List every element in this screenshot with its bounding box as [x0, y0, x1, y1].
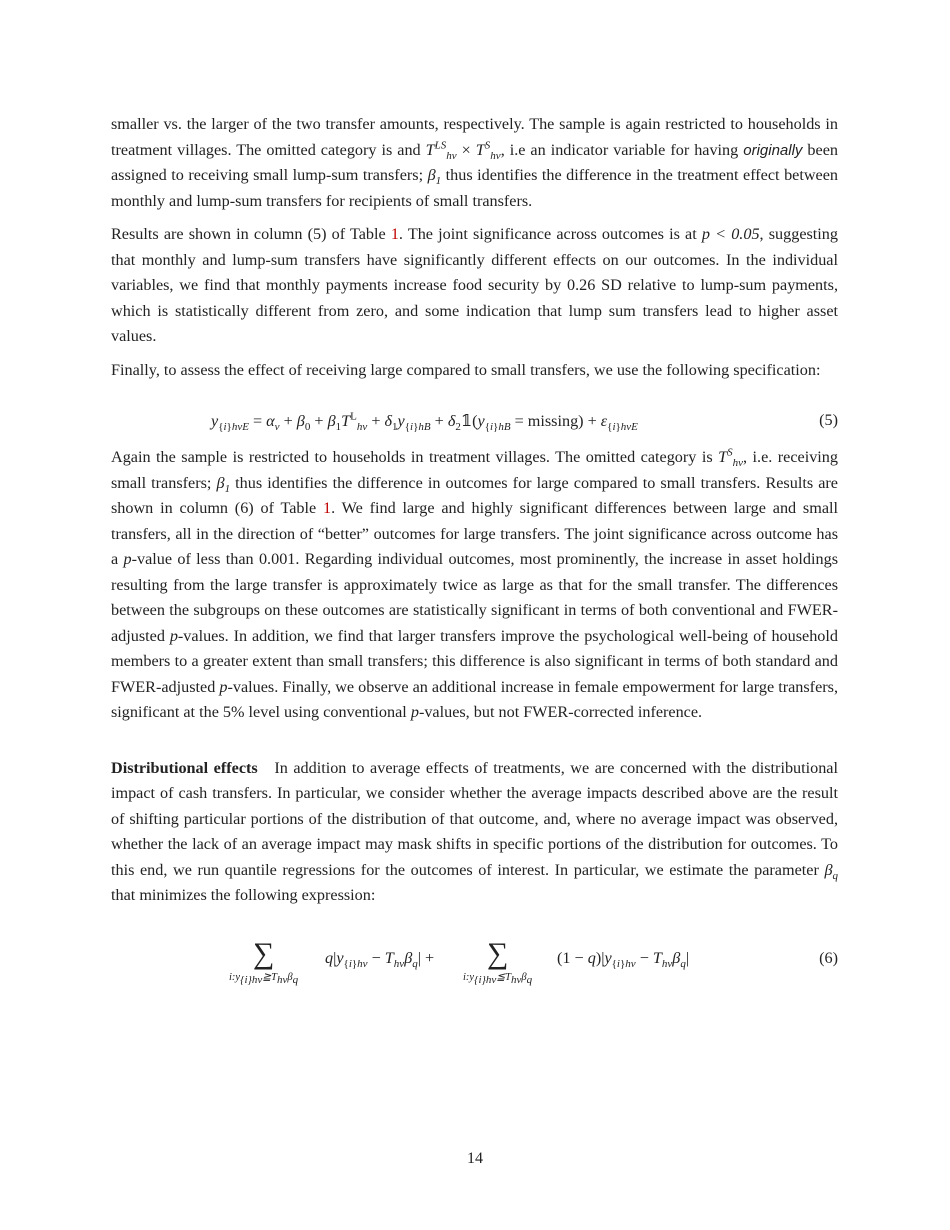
math-beta-1: $\beta_1$ — [427, 166, 442, 188]
equation-6-number: (6) — [819, 948, 838, 967]
equation-6-term-1: $q|y_{\{i\}hv} - T_{hv}\beta_q|$ + — [325, 948, 435, 970]
section-heading: Distributional effects — [111, 758, 258, 777]
paragraph-1-text-c: been assigned to receiving small lump-sum transfers; — [111, 140, 838, 184]
equation-6 — [111, 936, 838, 999]
page-number: 14 — [467, 1150, 483, 1167]
math-t-s: $T^S_{hv}$ — [475, 139, 501, 162]
sum-symbol-1: ∑ $i:y_{\{i\}hv}≧T_{hv}\beta_q$ — [229, 936, 299, 986]
table-reference-link-2[interactable]: 1 — [322, 499, 332, 517]
math-t-s-2: $T^S_{hv}$ — [718, 446, 744, 470]
math-beta-q: $\beta_q$ — [824, 860, 838, 882]
equation-5 — [111, 411, 838, 435]
paragraph-1: smaller vs. the larger of the two transfer amounts, respectively. The sample is again restricted to households in treatment villages. The omitted category is and $T^{LS}_{hv} \times T^S_{hv}$, i.e an indicator variable for having originally been assigned to receiving small lump-sum transfers; $\beta_1$ thus identifies the difference in the treatment effect between monthly and lump-sum transfers for recipients of small transfers. — [111, 115, 838, 210]
paragraph-1-text-b: , i.e an indicator variable for having — [500, 140, 744, 159]
paragraph-1-text-d: thus identifies the difference in the treatment effect between monthly and lump-sum transfers for recipients of small transfers. — [111, 166, 838, 210]
math-p-value: p < 0.05 — [701, 225, 760, 243]
math-t-ls: $T^{LS}_{hv}$ — [425, 139, 457, 162]
equation-5-body: $y_{\{i\}hvE} = \alpha_v + \beta_0 + \beta_1T^L_{hv} + \delta_1y_{\{i\}hB}$ + $\delta_2𝟙(y_{\{i\}hB} = missing) + \varepsilon_{\{i\}hvE}$ — [211, 410, 638, 434]
equation-5-number: (5) — [819, 411, 838, 429]
table-reference-link[interactable]: 1 — [390, 225, 399, 243]
equation-6-term-2: $(1 - q)|y_{\{i\}hv} - T_{hv}\beta_q|$ — [557, 948, 690, 970]
math-beta-1-2: $\beta_1$ — [216, 473, 231, 495]
paragraph-4: Again the sample is restricted to households in treatment villages. The omitted category is $T^S_{hv}$, i.e. receiving small transfers; $\beta_1$ thus identifies the difference in outcomes for large compared to small transfers. Results are shown in column (6) of Table 1. We find large and highly significant differences between large and small transfers, all in the direction of “better” outcomes for large transfers. The joint significance across outcome has a p-value of less than 0.001. Regarding individual outcomes, most prominently, the increase in asset holdings resulting from the large transfer is approximately twice as large as that for the small transfer. The differences between the subgroups on these outcomes are statistically significant in terms of both conventional and FWER-adjusted p-values. In addition, we find that larger transfers improve the psychological well-being of household members to a greater extent than small transfers; this difference is also significant in terms of both standard and FWER-adjusted p-values. Finally, we observe an additional increase in female empowerment for large transfers, significant at the 5% level using conventional p-values, but not FWER-corrected inference. — [111, 446, 839, 721]
paragraph-3: Finally, to assess the effect of receiving large compared to small transfers, we use the following specification: — [111, 360, 821, 379]
page-body — [111, 112, 838, 999]
paragraph-1-text-a: smaller vs. the larger of the two transfer amounts, respectively. The sample is again restricted to households in treatment villages. The omitted category is and — [111, 115, 838, 159]
sum-symbol-2: ∑ $i:y_{\{i\}hv}≦T_{hv}\beta_q$ — [463, 936, 533, 986]
emphasis-originally: originally — [743, 141, 803, 159]
paragraph-2: Results are shown in column (5) of Table 1. The joint significance across outcomes is at p < 0.05, suggesting that monthly and lump-sum transfers have significantly different effects on our outcomes. In the individual variables, we find that monthly payments increase food security by 0.26 SD relative to lump-sum payments, which is statistically different from zero, and some indication that lump sum transfers lead to higher asset values. — [111, 225, 838, 345]
paragraph-5: Distributional effects In addition to average effects of treatments, we are concerned with the distributional impact of cash transfers. In particular, we consider whether the average impacts described above are the result of shifting particular portions of the distribution of that outcome, and, where no average impact was observed, whether the lack of an average impact may mask shifts in specific portions of the distribution for outcomes. To this end, we run quantile regressions for the outcomes of interest. In particular, we estimate the parameter $\beta_q$ that minimizes the following expression: — [111, 758, 838, 904]
